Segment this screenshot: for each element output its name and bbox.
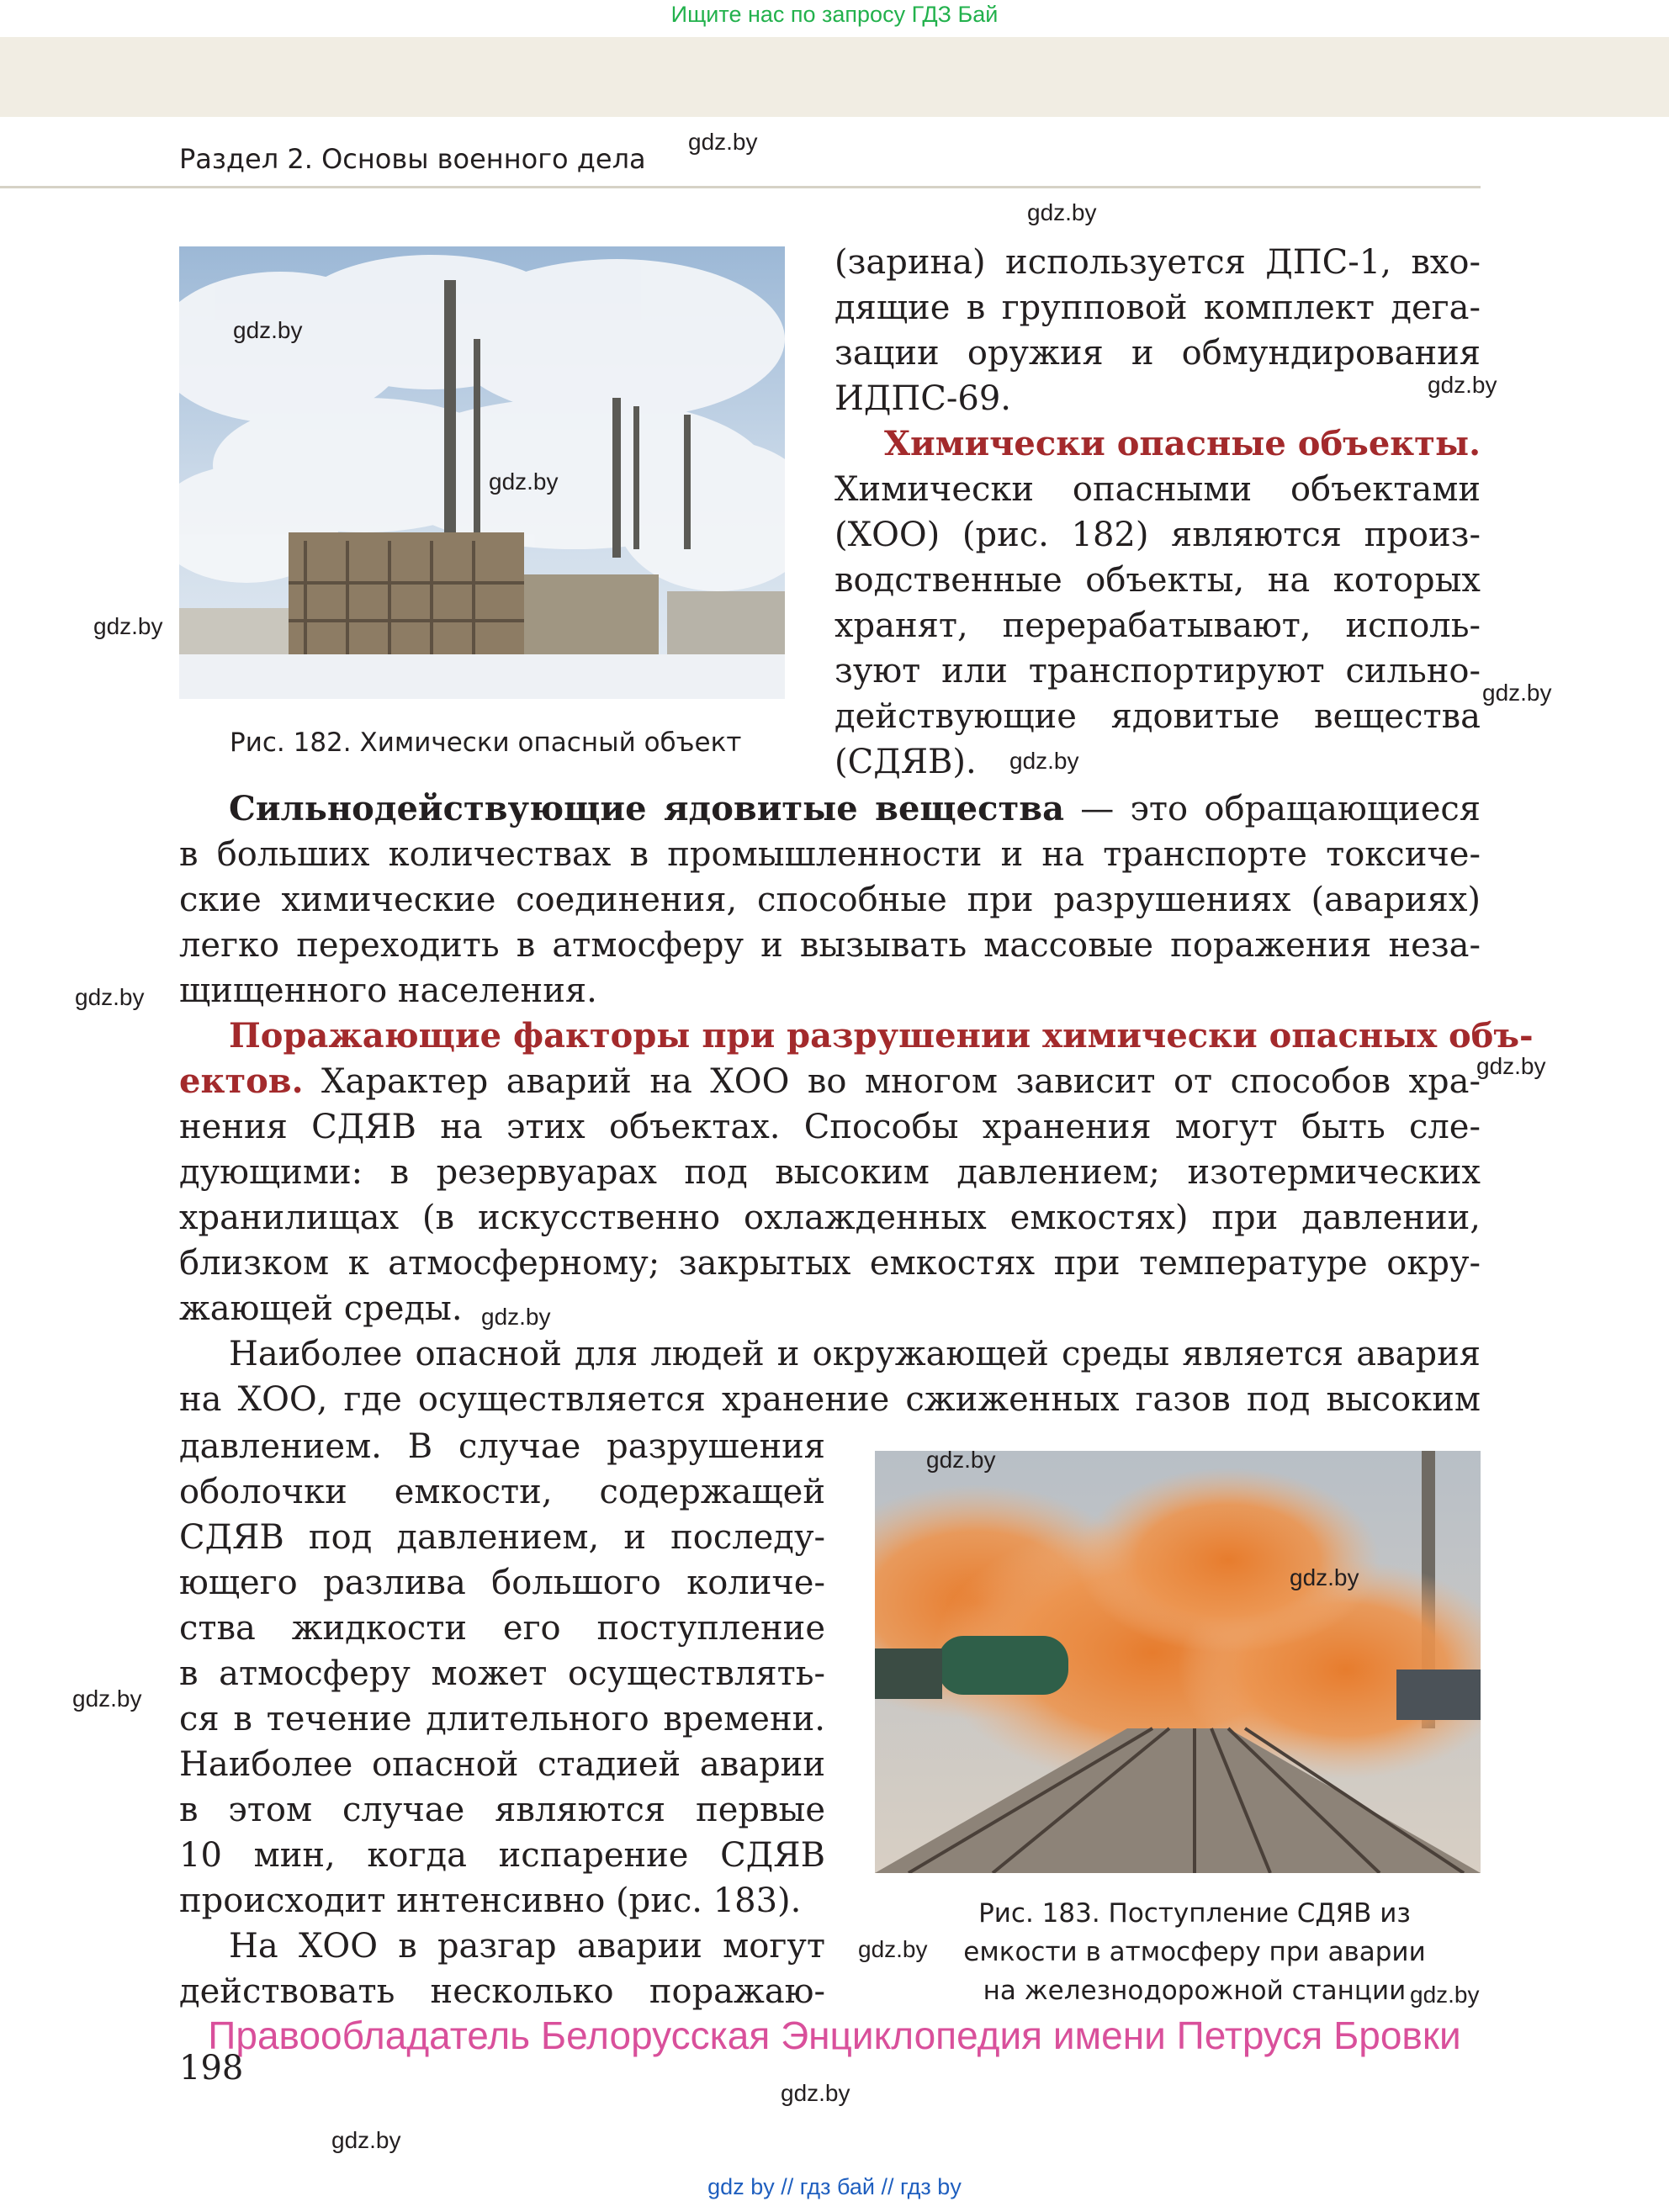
watermark: gdz.by — [926, 1447, 996, 1473]
right-column-text — [834, 240, 1481, 785]
watermark: gdz.by — [489, 468, 559, 495]
text-line: хранят, перерабатывают, исполь- — [834, 606, 1481, 645]
left-column-text — [179, 1424, 825, 2014]
text-line: в этом случае являются первые — [179, 1791, 825, 1829]
text-line: СДЯВ под давлением, и последу- — [179, 1518, 825, 1557]
watermark: gdz.by — [688, 129, 758, 155]
text-line: происходит интенсивно (рис. 183). — [179, 1881, 802, 1920]
text-line: жающей среды. — [179, 1289, 463, 1328]
watermark: gdz.by — [1428, 372, 1497, 398]
text-line: нения СДЯВ на этих объектах. Способы хранения могут быть сле- — [179, 1108, 1481, 1146]
watermark: gdz.by — [1476, 1053, 1546, 1079]
text-line: щищенного населения. — [179, 971, 597, 1010]
text-line: водственные объекты, на которых — [834, 561, 1481, 600]
text-line: ИДПС-69. — [834, 379, 1012, 418]
header-band — [0, 37, 1669, 117]
text-line — [179, 786, 1481, 832]
text-line: на ХОО, где осуществляется хранение сжиженных газов под высоким — [179, 1380, 1481, 1419]
figure-182-image — [179, 246, 785, 699]
term-definition: — это обращающиеся — [1063, 790, 1481, 828]
watermark: gdz.by — [481, 1304, 551, 1330]
footer-link-gdz-by-cyr[interactable]: гдз by — [900, 2174, 962, 2199]
text-line: зуют или транспортируют сильно- — [834, 652, 1481, 691]
caption-line: на железнодорожной станции — [983, 1976, 1407, 2006]
text-line: близком к атмосферному; закрытых емкостях при температуре окру- — [179, 1244, 1481, 1283]
watermark: gdz.by — [72, 1685, 142, 1712]
figure-183-image — [875, 1451, 1481, 1873]
watermark: gdz.by — [93, 613, 163, 639]
watermark: gdz.by — [858, 1936, 928, 1962]
text-line: Наиболее опасной стадией аварии — [179, 1745, 825, 1784]
text-line: Химически опасными объектами — [834, 470, 1481, 509]
text-line: действовать несколько поражаю- — [179, 1972, 825, 2011]
footer-link-gdz-bay[interactable]: гдз бай — [799, 2174, 875, 2199]
figure-182-caption: Рис. 182. Химически опасный объект — [230, 728, 742, 758]
text-line: 10 мин, когда испарение СДЯВ — [179, 1836, 825, 1875]
text-line: ющего разлива большого количе- — [179, 1564, 825, 1602]
header-divider — [0, 186, 1481, 188]
subheading-damage-factors: Поражающие факторы при разрушении химически опасных объ- — [229, 1016, 1534, 1056]
text-line: (ХОО) (рис. 182) являются произ- — [834, 516, 1481, 554]
text-line: ся в течение длительного времени. — [179, 1700, 825, 1738]
section-title: Раздел 2. Основы военного дела — [179, 143, 646, 175]
subheading-text: ектов. — [179, 1061, 304, 1101]
text-line: хранилищах (в искусственно охлажденных емкостях) при давлении, — [179, 1199, 1481, 1237]
footer-links — [0, 2174, 1669, 2200]
footer-link-gdz-by[interactable]: gdz by — [707, 2174, 775, 2199]
subheading-text: Химически опасные объекты. — [884, 424, 1481, 463]
watermark: gdz.by — [331, 2127, 401, 2153]
text-line: оболочки емкости, содержащей — [179, 1473, 825, 1511]
text-line: Наиболее опасной для людей и окружающей среды является авария — [229, 1335, 1481, 1373]
text-line: действующие ядовитые вещества — [834, 697, 1481, 736]
watermark: gdz.by — [233, 317, 303, 343]
text-span: Характер аварий на ХОО во многом зависит от способов хра- — [303, 1062, 1481, 1101]
copyright-owner-line: Правообладатель Белорусская Энциклопедия имени Петруся Бровки — [208, 2014, 1461, 2057]
figure-183-caption — [909, 1894, 1481, 2010]
text-line: На ХОО в разгар аварии могут — [229, 1927, 825, 1966]
text-line: легко переходить в атмосферу и вызывать массовые поражения неза- — [179, 926, 1481, 965]
watermark: gdz.by — [1009, 748, 1079, 774]
watermark: gdz.by — [1482, 680, 1552, 706]
term-sdyav: Сильнодействующие ядовитые вещества — [229, 789, 1064, 828]
text-line — [179, 1059, 1481, 1104]
watermark: gdz.by — [781, 2080, 850, 2106]
text-line: ства жидкости его поступление — [179, 1609, 825, 1648]
text-line: дующими: в резервуарах под высоким давлением; изотермических — [179, 1153, 1481, 1192]
search-banner-link[interactable]: Ищите нас по запросу ГДЗ Бай — [670, 2, 999, 27]
text-line: в атмосферу может осуществлять- — [179, 1654, 825, 1693]
caption-line: Рис. 183. Поступление СДЯВ из — [978, 1898, 1411, 1929]
watermark: gdz.by — [1290, 1564, 1359, 1590]
text-line: в больших количествах в промышленности и на транспорте токсиче- — [179, 835, 1481, 874]
text-line: ские химические соединения, способные при разрушениях (авариях) — [179, 881, 1481, 919]
watermark: gdz.by — [1027, 199, 1097, 225]
text-line: давлением. В случае разрушения — [179, 1427, 825, 1466]
watermark: gdz.by — [75, 984, 145, 1010]
caption-line: емкости в атмосферу при аварии — [963, 1937, 1426, 1967]
text-line: зации оружия и обмундирования — [834, 334, 1481, 373]
footer-separator: // — [881, 2174, 894, 2199]
text-line: (зарина) используется ДПС-1, вхо- — [834, 243, 1481, 282]
subheading-chemical-objects — [834, 421, 1481, 467]
text-line: (СДЯВ). — [834, 743, 977, 781]
text-line: дящие в групповой комплект дега- — [834, 288, 1481, 327]
watermark: gdz.by — [1410, 1982, 1480, 2008]
footer-separator: // — [781, 2174, 794, 2199]
page-number: 198 — [179, 2049, 244, 2088]
